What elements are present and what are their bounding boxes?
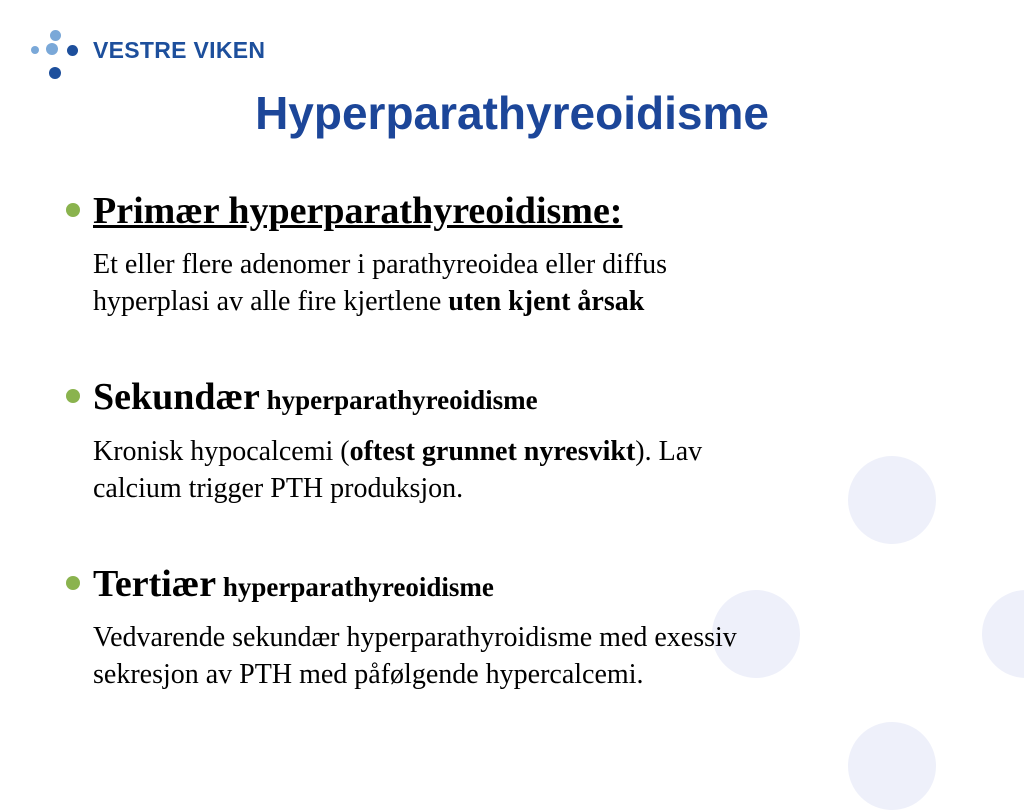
section-heading [93, 375, 538, 419]
section-heading-sub: hyperparathyreoidisme [259, 385, 538, 415]
emphasis-text: oftest grunnet nyresvikt [349, 436, 636, 467]
section-heading-sub: hyperparathyreoidisme [216, 572, 494, 602]
body-line: sekresjon av PTH med påfølgende hypercalcemi. [93, 659, 644, 690]
body-text: Kronisk hypocalcemi ( [93, 436, 350, 467]
section-body [93, 433, 993, 507]
body-line: calcium trigger PTH produksjon. [93, 473, 464, 504]
emphasis-text: uten kjent årsak [448, 286, 645, 317]
section-heading-main: Tertiær [93, 563, 217, 605]
decorative-circle [848, 722, 936, 810]
section-heading [93, 562, 494, 606]
section-heading-main: Sekundær [93, 376, 260, 418]
bullet-dot [66, 203, 80, 217]
section-heading [93, 189, 622, 233]
body-text: ). Lav [635, 436, 703, 467]
section-body [93, 246, 993, 320]
body-line: Et eller flere adenomer i parathyreoidea eller diffus [93, 249, 667, 280]
section-body [93, 619, 993, 693]
bullet-dot [66, 576, 80, 590]
logo-text: VESTRE VIKEN [93, 37, 266, 63]
cross-dots-logo-icon [0, 0, 90, 90]
body-line: Vedvarende sekundær hyperparathyroidisme med exessiv [93, 622, 737, 653]
bullet-dot [66, 389, 80, 403]
page-title: Hyperparathyreoidisme [255, 87, 769, 139]
section-heading-text: Primær hyperparathyreoidisme: [93, 190, 623, 232]
body-text: hyperplasi av alle fire kjertlene [93, 286, 449, 317]
